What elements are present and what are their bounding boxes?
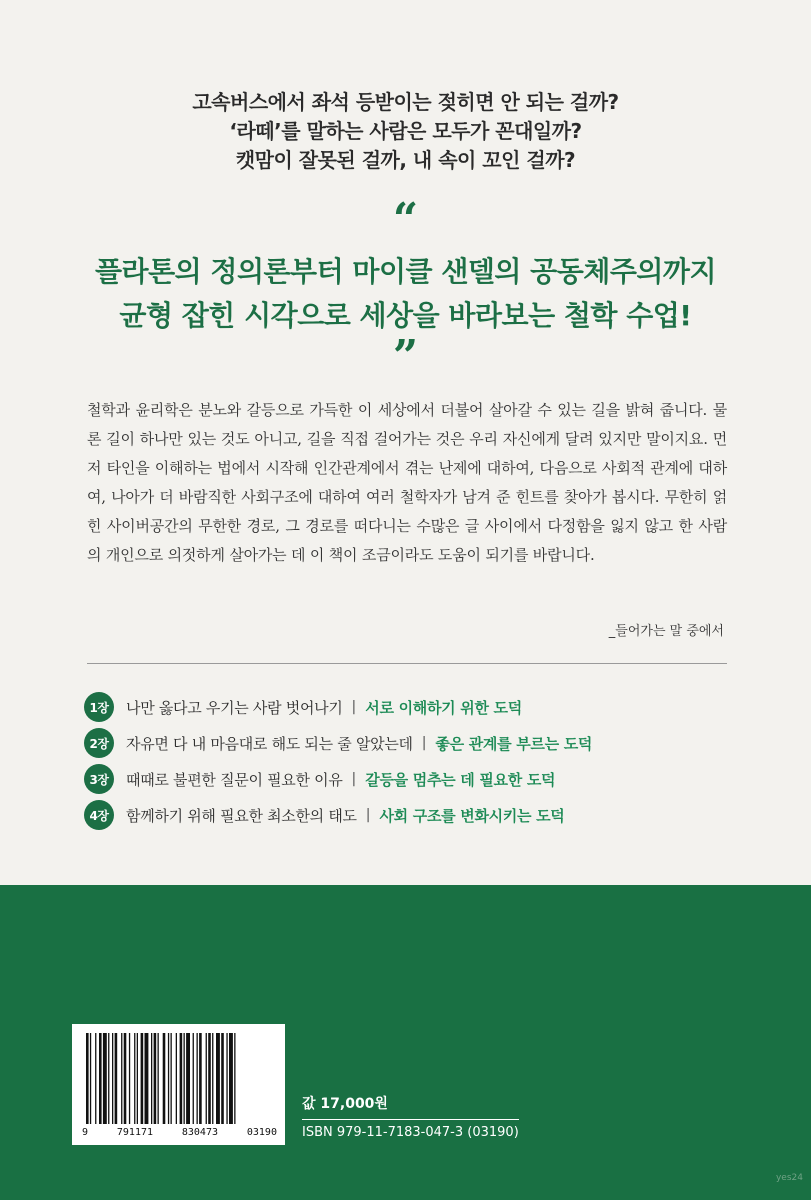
chapter-badge: 4장 — [84, 800, 114, 830]
intro-paragraph: 철학과 윤리학은 분노와 갈등으로 가득한 이 세상에서 더불어 살아갈 수 있는 길을 밝혀 줍니다. 물론 길이 하나만 있는 것도 아니고, 길을 직접 걸어가는 것은 우리 자신에게 달려 있지만 말이지요. 먼저 타인을 이해하는 법에서 시작해 인간관계에서 겪는 난제에 대하여, 다음으로 사회적 관계에 대하여, 나아가 더 바람직한 사회구조에 대하여 여러 철학자가 남겨 준 힌트를 찾아가 봅시다. 무한히 얽힌 사이버공간의 무한한 경로, 그 경로를 떠다니는 수많은 글 사이에서 다정함을 잃지 않고 한 사람의 개인으로 의젓하게 살아가는 데 이 책이 조금이라도 도움이 되기를 바랍니다. — [87, 401, 727, 564]
price-divider — [302, 1119, 519, 1120]
headline-line-2: 균형 잡힌 시각으로 세상을 바라보는 철학 수업! — [119, 299, 692, 332]
chapter-title: 나만 옳다고 우기는 사람 벗어나기 — [126, 698, 343, 717]
price-label: 값 17,000원 — [302, 1096, 388, 1112]
headline-line-1: 플라톤의 정의론부터 마이클 샌델의 공동체주의까지 — [94, 255, 717, 288]
question-line-3: 캣맘이 잘못된 걸까, 내 속이 꼬인 걸까? — [235, 148, 576, 172]
chapter-separator: | — [351, 771, 357, 787]
headline-quote — [0, 250, 811, 338]
chapter-list — [84, 689, 734, 833]
question-line-2: ‘라떼’를 말하는 사람은 모두가 꼰대일까? — [229, 119, 582, 143]
open-quote-icon: “ — [392, 194, 419, 245]
barcode-digit-group: 9 — [82, 1127, 89, 1138]
chapter-badge: 3장 — [84, 764, 114, 794]
chapter-badge: 1장 — [84, 692, 114, 722]
barcode-bars-icon — [86, 1033, 273, 1124]
chapter-item-2 — [84, 725, 734, 761]
source-note: _들어가는 말 중에서 — [608, 624, 724, 639]
barcode — [72, 1024, 285, 1145]
chapter-title: 자유면 다 내 마음대로 해도 되는 줄 알았는데 — [126, 734, 413, 753]
price-block — [302, 1093, 519, 1140]
chapter-subtitle: 좋은 관계를 부르는 도덕 — [435, 734, 593, 753]
chapter-separator: | — [421, 735, 427, 751]
chapter-subtitle: 사회 구조를 변화시키는 도덕 — [379, 806, 565, 825]
close-quote-icon: ” — [392, 331, 419, 382]
watermark-logo: yes24 — [775, 1173, 803, 1183]
barcode-number — [82, 1127, 277, 1138]
chapter-subtitle: 갈등을 멈추는 데 필요한 도덕 — [365, 770, 556, 789]
isbn-label: ISBN 979-11-7183-047-3 (03190) — [302, 1125, 519, 1140]
chapter-badge: 2장 — [84, 728, 114, 758]
divider — [87, 663, 727, 664]
chapter-subtitle: 서로 이해하기 위한 도덕 — [365, 698, 522, 717]
chapter-title: 때때로 불편한 질문이 필요한 이유 — [126, 770, 343, 789]
question-line-1: 고속버스에서 좌석 등받이는 젖히면 안 되는 걸까? — [192, 90, 619, 114]
barcode-digit-group: 03190 — [246, 1127, 277, 1138]
chapter-separator: | — [351, 699, 357, 715]
chapter-item-4 — [84, 797, 734, 833]
chapter-separator: | — [365, 807, 371, 823]
chapter-item-3 — [84, 761, 734, 797]
question-block — [0, 88, 811, 175]
chapter-title: 함께하기 위해 필요한 최소한의 태도 — [126, 806, 357, 825]
barcode-digit-group: 791171 — [116, 1127, 154, 1138]
chapter-item-1 — [84, 689, 734, 725]
barcode-digit-group: 830473 — [181, 1127, 218, 1138]
